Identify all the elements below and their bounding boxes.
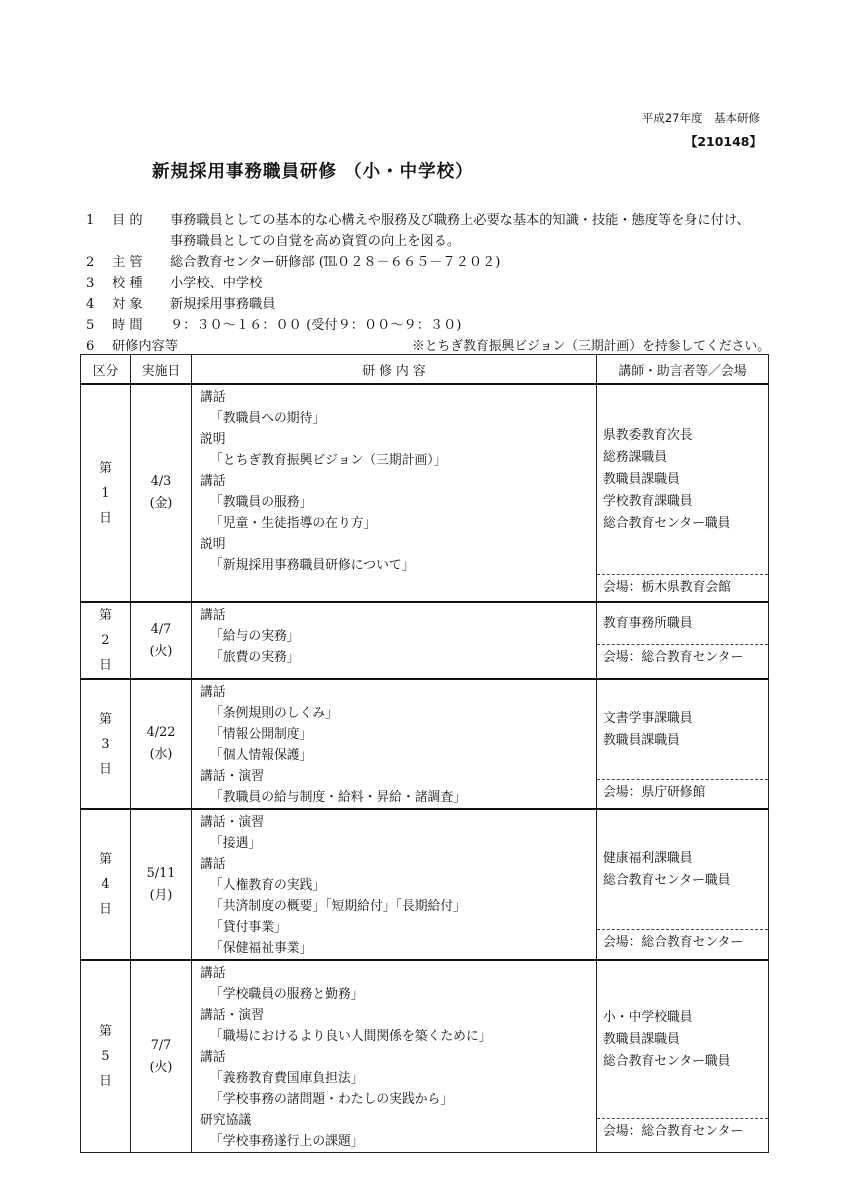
table-row	[81, 679, 769, 809]
session-title: 「給与の実務」	[210, 629, 300, 644]
date-text: 5/11	[146, 865, 176, 881]
item-label: 目 的	[112, 213, 143, 228]
day-char: 第	[99, 1024, 112, 1039]
session-title: 「情報公開制度」	[210, 727, 313, 742]
item-label: 時 間	[112, 318, 143, 333]
item-text: 総合教育センター研修部 (℡０２８－６６５－７２０２)	[170, 255, 501, 270]
session-type: 講話	[200, 474, 226, 489]
item-label: 対 象	[112, 297, 143, 312]
session-type: 講話	[200, 857, 226, 872]
day-cell	[81, 384, 131, 602]
session-title: 「とちぎ教育振興ビジョン（三期計画）」	[210, 453, 447, 468]
day-char: 4	[101, 877, 110, 892]
venue-label: 会場：総合教育センター	[597, 929, 768, 956]
lecturer-list	[597, 603, 768, 644]
date-cell	[131, 809, 192, 960]
schedule-table	[80, 354, 769, 1153]
session-type: 説明	[200, 432, 226, 447]
session-title: 「児童・生徒指導の在り方」	[210, 516, 377, 531]
weekday-text: (金)	[149, 496, 173, 511]
overview-item-target	[86, 294, 776, 315]
item-number: 3	[86, 276, 95, 291]
session-type: 研究協議	[200, 1113, 252, 1128]
lecturer-name: 県教委教育次長	[603, 427, 693, 443]
lecturer-cell	[597, 384, 769, 602]
fiscal-year-label: 平成27年度 基本研修	[641, 111, 760, 125]
session-title: 「新規採用事務職員研修について」	[210, 558, 415, 573]
weekday-text: (水)	[149, 747, 173, 762]
day-cell	[81, 809, 131, 960]
item-label: 研修内容等	[112, 339, 178, 354]
item-number: 1	[86, 213, 95, 228]
lecturer-name: 総合教育センター職員	[603, 515, 731, 531]
content-cell	[192, 679, 597, 809]
item-text-line2: 事務職員としての自覚を高め資質の向上を図る。	[170, 234, 461, 249]
lecturer-name: 教職員課職員	[603, 732, 680, 748]
session-title: 「共済制度の概要」「短期給付」「長期給付」	[210, 899, 466, 914]
session-title: 「人権教育の実践」	[210, 878, 326, 893]
day-char: 3	[101, 736, 110, 752]
column-header: 区分	[81, 355, 131, 385]
session-title: 「条例規則のしくみ」	[210, 706, 338, 721]
session-type: 講話	[200, 608, 226, 623]
lecturer-name: 小・中学校職員	[603, 1009, 693, 1025]
session-type: 講話	[200, 966, 226, 981]
lecturer-name: 健康福利課職員	[603, 850, 693, 866]
day-cell	[81, 602, 131, 679]
weekday-text: (月)	[149, 887, 173, 903]
table-header-row	[81, 355, 769, 385]
lecturer-list	[597, 680, 768, 779]
column-header: 実施日	[131, 355, 192, 385]
column-header: 研 修 内 容	[192, 355, 597, 385]
item-text: 事務職員としての基本的な心構えや服務及び職務上必要な基本的知識・技能・態度等を身に付け、	[170, 213, 750, 228]
session-type: 説明	[200, 537, 226, 552]
day-char: 日	[99, 510, 112, 526]
day-cell	[81, 679, 131, 809]
content-cell	[192, 960, 597, 1153]
day-char: 第	[99, 852, 112, 867]
lecturer-name: 教職員課職員	[603, 471, 680, 487]
item-text: 新規採用事務職員	[170, 297, 276, 312]
day-char: 1	[101, 485, 110, 501]
overview-item-purpose	[86, 210, 776, 252]
table-row	[81, 960, 769, 1153]
day-char: 日	[99, 658, 112, 673]
item-number: 4	[86, 297, 95, 312]
item-number: 2	[86, 255, 95, 270]
lecturer-list	[597, 385, 768, 574]
lecturer-cell	[597, 960, 769, 1153]
item-number: 6	[86, 339, 95, 354]
venue-label: 会場：総合教育センター	[597, 1118, 768, 1145]
lecturer-cell	[597, 679, 769, 809]
date-cell	[131, 602, 192, 679]
session-title: 「義務教育費国庫負担法」	[210, 1071, 364, 1086]
venue-label: 会場：県庁研修館	[597, 779, 768, 806]
session-type: 講話	[200, 1050, 226, 1065]
session-title: 「学校事務遂行上の課題」	[210, 1134, 364, 1149]
day-char: 日	[99, 761, 112, 777]
item-label: 校 種	[112, 276, 143, 291]
item-text: ９：３０～１６：００ (受付９：００～９：３０)	[170, 318, 462, 333]
lecturer-cell	[597, 602, 769, 679]
session-title: 「学校事務の諸問題・わたしの実践から」	[210, 1092, 454, 1107]
session-type: 講話・演習	[200, 769, 264, 784]
session-title: 「教職員の服務」	[210, 495, 313, 510]
day-cell	[81, 960, 131, 1153]
session-title: 「保健福祉事業」	[210, 941, 313, 956]
day-char: 2	[101, 633, 110, 648]
session-type: 講話	[200, 685, 226, 700]
lecturer-name: 文書学事課職員	[603, 710, 693, 726]
lecturer-name: 総合教育センター職員	[603, 1053, 731, 1069]
session-title: 「接遇」	[210, 836, 262, 851]
overview-item-school-type	[86, 273, 776, 294]
day-char: 日	[99, 1074, 112, 1089]
table-row	[81, 809, 769, 960]
date-cell	[131, 384, 192, 602]
day-char: 5	[101, 1049, 110, 1064]
date-cell	[131, 679, 192, 809]
session-type: 講話・演習	[200, 1008, 264, 1023]
item-number: 5	[86, 318, 95, 333]
lecturer-name: 総務課職員	[603, 449, 667, 465]
session-type: 講話・演習	[200, 815, 264, 830]
day-char: 日	[99, 902, 112, 917]
page-title: 新規採用事務職員研修 （小・中学校）	[152, 162, 474, 182]
date-text: 4/3	[150, 474, 172, 489]
lecturer-name: 学校教育課職員	[603, 493, 693, 509]
day-char: 第	[99, 460, 112, 476]
session-title: 「教職員の給与制度・給料・昇給・諸調査」	[210, 790, 466, 805]
item-text: 小学校、中学校	[170, 276, 263, 291]
session-title: 「学校職員の服務と勤務」	[210, 987, 364, 1002]
lecturer-name: 教職員課職員	[603, 1031, 680, 1047]
item-note: ※とちぎ教育振興ビジョン（三期計画）を持参してください。	[411, 339, 770, 354]
lecturer-list	[597, 810, 768, 929]
overview-item-organizer	[86, 252, 776, 273]
day-char: 第	[99, 608, 112, 623]
content-cell	[192, 384, 597, 602]
content-cell	[192, 809, 597, 960]
content-cell	[192, 602, 597, 679]
weekday-text: (火)	[149, 643, 173, 659]
table-row	[81, 602, 769, 679]
table-row	[81, 384, 769, 602]
overview-item-time	[86, 315, 776, 336]
venue-label: 会場：栃木県教育会館	[597, 574, 768, 601]
session-title: 「職場におけるより良い人間関係を築くために」	[210, 1029, 492, 1044]
weekday-text: (火)	[149, 1059, 173, 1075]
day-char: 第	[99, 711, 112, 727]
date-text: 4/7	[150, 621, 172, 637]
overview-list	[86, 210, 776, 357]
date-cell	[131, 960, 192, 1153]
session-type: 講話	[200, 390, 226, 405]
lecturer-cell	[597, 809, 769, 960]
date-text: 4/22	[146, 725, 176, 740]
session-title: 「旅費の実務」	[210, 650, 300, 665]
date-text: 7/7	[150, 1037, 172, 1053]
column-header: 講師・助言者等／会場	[597, 355, 769, 385]
course-code: 【210148】	[684, 134, 762, 149]
session-title: 「個人情報保護」	[210, 748, 313, 763]
session-title: 「貸付事業」	[210, 920, 287, 935]
session-title: 「教職員への期待」	[210, 411, 326, 426]
lecturer-name: 総合教育センター職員	[603, 872, 731, 888]
lecturer-name: 教育事務所職員	[603, 615, 693, 631]
item-label: 主 管	[112, 255, 143, 270]
venue-label: 会場：総合教育センター	[597, 644, 768, 671]
lecturer-list	[597, 961, 768, 1118]
